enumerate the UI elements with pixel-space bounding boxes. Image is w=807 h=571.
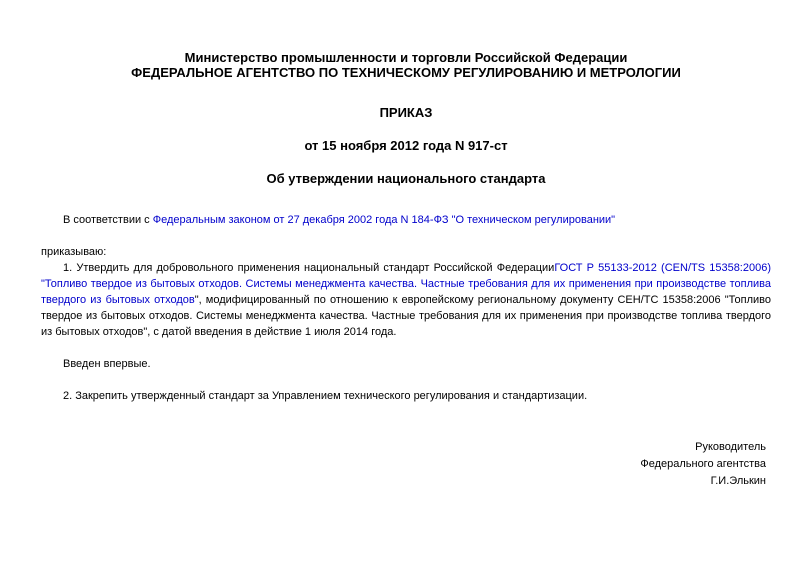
item1-text-end: ", модифицированный по отношению к европейскому региональному документу СЕН/ТС 15358:2006 "Топливо твердое из бытовых отходов. Системы менеджмента качества. Частные требования для их применения при производстве топлива твердого из бытовых отходов", с датой введения в действие 1 июля 2014 года. [41,294,772,338]
ministry-title: Министерство промышленности и торговли Российской Федерации [184,50,628,65]
agency-title: ФЕДЕРАЛЬНОЕ АГЕНТСТВО ПО ТЕХНИЧЕСКОМУ РЕГУЛИРОВАНИЮ И МЕТРОЛОГИИ [131,65,681,80]
intro-paragraph [41,212,771,228]
item2-paragraph: 2. Закрепить утвержденный стандарт за Управлением технического регулирования и стандартизации. [63,390,588,402]
doc-subject: Об утверждении национального стандарта [266,171,546,186]
doc-date-number: от 15 ноября 2012 года N 917-ст [304,138,508,153]
signature-position: Руководитель [695,441,766,453]
introduced-note: Введен впервые. [63,358,151,370]
doc-type: ПРИКАЗ [379,105,433,120]
federal-law-link[interactable]: Федеральным законом от 27 декабря 2002 года N 184-ФЗ "О техническом регулировании" [152,214,616,226]
signature-name: Г.И.Элькин [710,475,766,487]
signature-agency: Федерального агентства [640,458,766,470]
item1-text-start: 1. Утвердить для добровольного применения национальный стандарт Российской Федерации [63,262,555,274]
order-word: приказываю: [41,246,107,258]
signature-block [640,439,766,490]
document [41,50,771,404]
gost-standard-link[interactable]: ГОСТ Р 55133-2012 (CEN/TS 15358:2006) "Топливо твердое из бытовых отходов. Системы менеджмента качества. Частные требования для их применения при производстве топлива твердого из бытовых отходов [41,262,771,306]
item1-paragraph [41,260,771,340]
intro-text: В соответствии с [63,214,153,226]
